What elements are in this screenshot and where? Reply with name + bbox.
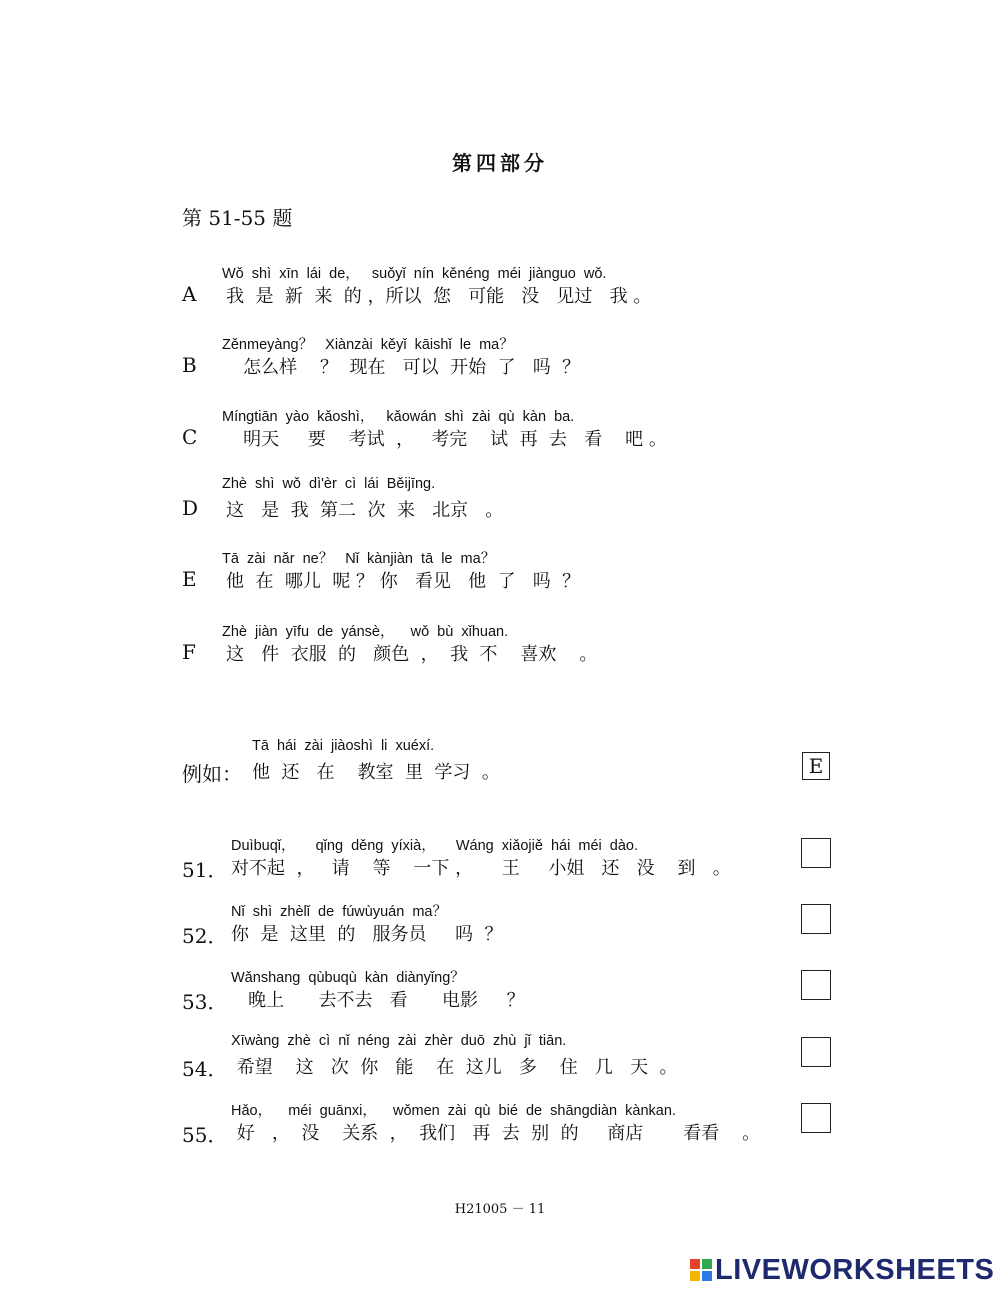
- option-pinyin: Zhè shì wǒ dì'èr cì lái Běijīng.: [222, 476, 436, 492]
- logo-square-icon: [702, 1271, 712, 1281]
- logo-text: LIVEWORKSHEETS: [715, 1253, 995, 1286]
- option-letter: D: [182, 496, 199, 520]
- question-row-53: [0, 966, 1000, 1026]
- question-row-52: [0, 900, 1000, 960]
- question-number: 54．: [182, 1057, 228, 1081]
- question-pinyin: Hǎo， méi guānxi， wǒmen zài qù bié de shāngdiàn kànkan.: [231, 1103, 676, 1119]
- question-row-51: [0, 834, 1000, 894]
- logo-square-icon: [690, 1271, 700, 1281]
- option-pinyin: Wǒ shì xīn lái de， suǒyǐ nín kěnéng méi jiànguo wǒ.: [222, 266, 607, 282]
- option-letter: C: [182, 425, 198, 449]
- option-row-e: [0, 547, 1000, 597]
- question-chinese: 好 ， 没 关系 ， 我们 再 去 别 的 商店 看看 。: [231, 1123, 761, 1144]
- logo-square-icon: [702, 1259, 712, 1269]
- logo-square-icon: [690, 1259, 700, 1269]
- option-letter: F: [182, 640, 196, 664]
- option-pinyin: Míngtiān yào kǎoshì， kǎowán shì zài qù kàn ba.: [222, 409, 575, 425]
- question-chinese: 对不起 ， 请 等 一下 ， 王 小姐 还 没 到 。: [231, 858, 731, 879]
- option-chinese: 这 件 衣服 的 颜色 ， 我 不 喜欢 。: [226, 644, 598, 665]
- question-pinyin: Wǎnshang qùbuqù kàn diànyǐng？: [231, 970, 465, 986]
- answer-box-53[interactable]: [801, 970, 831, 1000]
- option-row-c: [0, 405, 1000, 455]
- page-footer: H21005 － 11: [454, 1202, 546, 1217]
- option-letter: E: [182, 567, 197, 591]
- example-pinyin: Tā hái zài jiàoshì li xuéxí.: [252, 738, 435, 754]
- option-row-d: [0, 476, 1000, 526]
- question-chinese: 晚上 去不去 看 电影 ？: [231, 990, 525, 1011]
- example-row: [0, 738, 1000, 788]
- question-range: 第 51-55 题: [182, 206, 293, 230]
- answer-box-54[interactable]: [801, 1037, 831, 1067]
- option-chinese: 我 是 新 来 的 ，所以 您 可能 没 见过 我 。: [226, 286, 652, 307]
- option-chinese: 他 在 哪儿 呢 ？ 你 看见 他 了 吗 ？: [226, 571, 581, 592]
- question-row-54: [0, 1033, 1000, 1093]
- option-letter: B: [182, 353, 197, 377]
- option-row-b: [0, 333, 1000, 383]
- liveworksheets-logo: [690, 1254, 994, 1286]
- option-pinyin: Tā zài nǎr ne？ Nǐ kànjiàn tā le ma？: [222, 551, 496, 567]
- option-chinese: 明天 要 考试 ， 考完 试 再 去 看 吧 。: [226, 429, 667, 450]
- answer-box-52[interactable]: [801, 904, 831, 934]
- example-label: 例如：: [182, 762, 242, 786]
- question-chinese: 你 是 这里 的 服务员 吗 ？: [231, 924, 503, 945]
- question-row-55: [0, 1099, 1000, 1159]
- question-number: 55．: [182, 1123, 228, 1147]
- option-pinyin: Zěnmeyàng？ Xiànzài kěyǐ kāishǐ le ma？: [222, 337, 514, 353]
- logo-icon: [690, 1259, 712, 1281]
- example-chinese: 他 还 在 教室 里 学习 。: [252, 762, 500, 783]
- option-row-f: [0, 620, 1000, 670]
- option-chinese: 这 是 我 第二 次 来 北京 。: [226, 500, 504, 521]
- question-chinese: 希望 这 次 你 能 在 这儿 多 住 几 天 。: [231, 1057, 678, 1078]
- question-number: 52．: [182, 924, 228, 948]
- example-answer-box: E: [802, 752, 830, 780]
- option-row-a: [0, 262, 1000, 312]
- question-pinyin: Duìbuqǐ， qǐng děng yíxià， Wáng xiǎojiě hái méi dào.: [231, 838, 639, 854]
- question-pinyin: Xīwàng zhè cì nǐ néng zài zhèr duō zhù jǐ tiān.: [231, 1033, 567, 1049]
- option-letter: A: [182, 282, 197, 306]
- answer-box-51[interactable]: [801, 838, 831, 868]
- option-pinyin: Zhè jiàn yīfu de yánsè， wǒ bù xǐhuan.: [222, 624, 509, 640]
- question-number: 51．: [182, 858, 228, 882]
- section-title: 第四部分: [452, 151, 548, 175]
- question-pinyin: Nǐ shì zhèlǐ de fúwùyuán ma？: [231, 904, 447, 920]
- question-number: 53．: [182, 990, 228, 1014]
- option-chinese: 怎么样 ？ 现在 可以 开始 了 吗 ？: [226, 357, 581, 378]
- answer-box-55[interactable]: [801, 1103, 831, 1133]
